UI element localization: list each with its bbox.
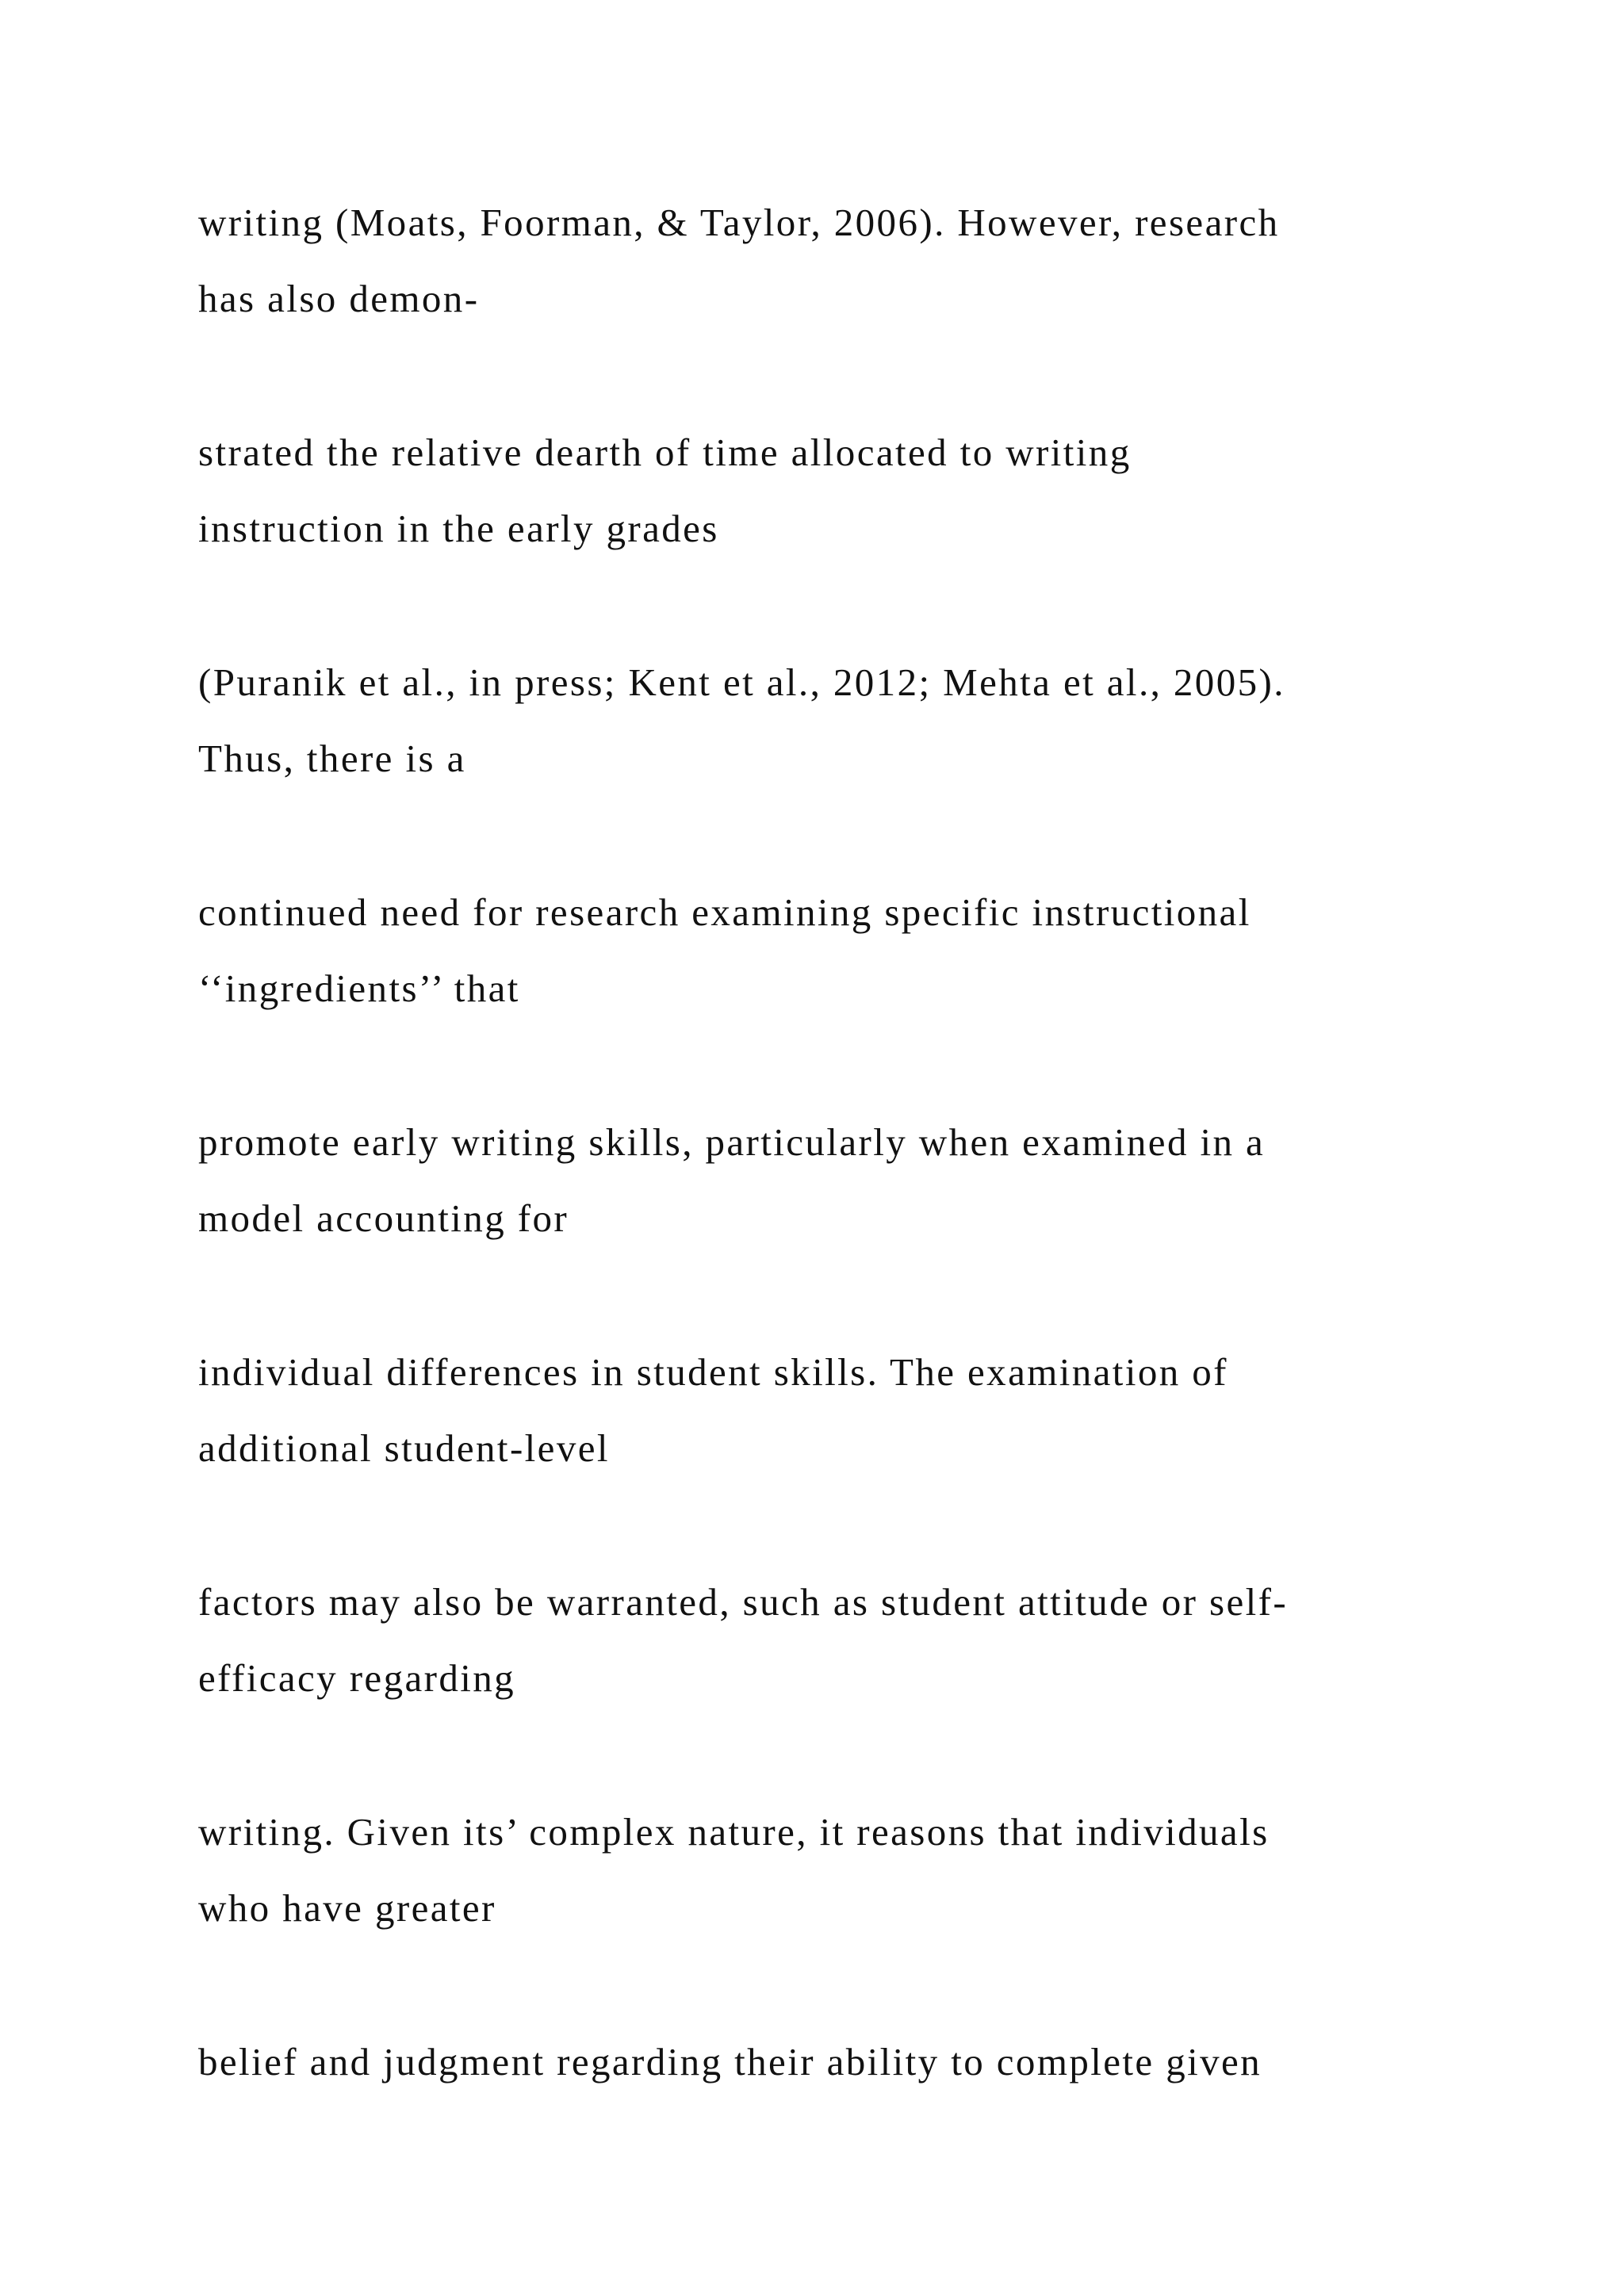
text-line: belief and judgment regarding their ability to complete given (198, 2040, 1262, 2084)
text-line: factors may also be warranted, such as student attitude or self- (198, 1580, 1289, 1624)
text-line: ‘‘ingredients’’ that (198, 966, 520, 1010)
paragraph-7 (198, 1564, 1507, 1716)
paragraph-8 (198, 1794, 1507, 1946)
paragraph-4 (198, 874, 1507, 1027)
text-line: additional student-level (198, 1426, 610, 1470)
text-line: writing (Moats, Foorman, & Taylor, 2006). However, research (198, 201, 1280, 244)
text-line: strated the relative dearth of time allocated to writing (198, 430, 1132, 474)
text-line: individual differences in student skills. The examination of (198, 1350, 1228, 1394)
paragraph-2 (198, 415, 1507, 567)
paragraph-5 (198, 1104, 1507, 1257)
text-line: instruction in the early grades (198, 507, 719, 550)
paragraph-1 (198, 185, 1507, 337)
paragraph-9 (198, 2024, 1507, 2100)
text-line: (Puranik et al., in press; Kent et al., 2012; Mehta et al., 2005). (198, 660, 1285, 704)
text-line: Thus, there is a (198, 737, 466, 780)
text-line: promote early writing skills, particularly when examined in a (198, 1120, 1266, 1164)
paragraph-3 (198, 645, 1507, 797)
text-line: writing. Given its’ complex nature, it reasons that individuals (198, 1810, 1270, 1854)
text-line: efficacy regarding (198, 1656, 516, 1700)
paragraph-6 (198, 1334, 1507, 1487)
text-line: continued need for research examining specific instructional (198, 890, 1251, 934)
text-line: has also demon- (198, 277, 480, 320)
text-line: model accounting for (198, 1196, 569, 1240)
text-line: who have greater (198, 1886, 496, 1930)
